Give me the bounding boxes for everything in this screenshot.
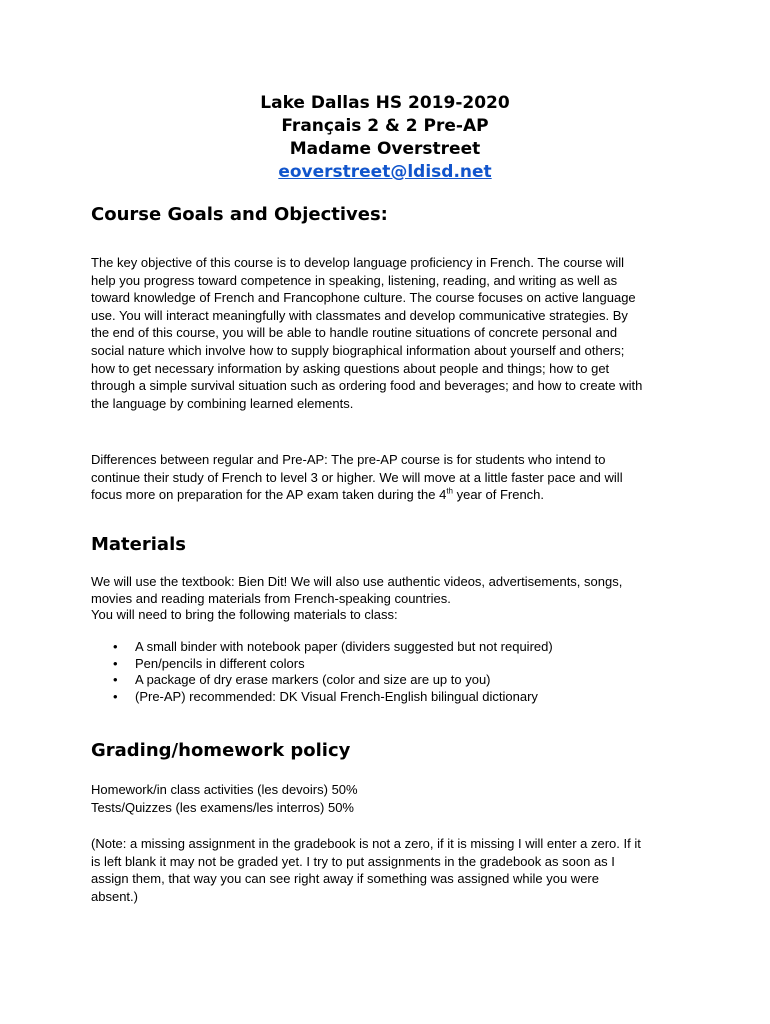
bullet-icon: • bbox=[113, 655, 118, 671]
pre-ap-text: focus more on preparation for the AP exam taken during the 4 bbox=[91, 487, 447, 503]
list-item-text: A small binder with notebook paper (dividers suggested but not required) bbox=[135, 639, 553, 654]
materials-heading: Materials bbox=[91, 534, 186, 555]
grading-line: Homework/in class activities (les devoirs) 50% bbox=[91, 782, 358, 797]
goals-paragraph bbox=[91, 254, 691, 412]
ordinal-suffix: th bbox=[446, 486, 453, 496]
goals-line: the language by combining learned elements. bbox=[91, 395, 354, 411]
school-year-title: Lake Dallas HS 2019-2020 bbox=[260, 93, 510, 113]
bullet-icon: • bbox=[113, 672, 118, 687]
grading-heading: Grading/homework policy bbox=[91, 740, 351, 761]
course-title: Français 2 & 2 Pre-AP bbox=[281, 116, 489, 136]
goals-line: use. You will interact meaningfully with classmates and develop communicative strategies. By bbox=[91, 307, 628, 323]
list-item-text: A package of dry erase markers (color and size are up to you) bbox=[135, 672, 491, 687]
list-item-text: Pen/pencils in different colors bbox=[135, 655, 305, 671]
teacher-email-link[interactable]: eoverstreet@ldisd.net bbox=[278, 162, 492, 182]
materials-list bbox=[91, 639, 553, 705]
grading-note-line: is left blank it may not be graded yet. I try to put assignments in the gradebook as soon as I bbox=[91, 853, 615, 869]
goals-line: The key objective of this course is to develop language proficiency in French. The course will bbox=[91, 255, 625, 270]
materials-intro bbox=[91, 574, 691, 624]
pre-ap-line bbox=[91, 486, 691, 504]
goals-line: through a simple survival situation such as ordering food and beverages; and how to create with bbox=[91, 378, 643, 394]
list-item bbox=[91, 672, 553, 689]
list-item bbox=[91, 639, 553, 656]
grading-note-line: (Note: a missing assignment in the gradebook is not a zero, if it is missing I will enter a zero. If it bbox=[91, 836, 641, 851]
list-item-text: (Pre-AP) recommended: DK Visual French-English bilingual dictionary bbox=[135, 688, 538, 704]
pre-ap-text-end: year of French. bbox=[452, 487, 545, 503]
document-header bbox=[0, 92, 770, 184]
grading-note-line: assign them, that way you can see right away if something was assigned while you were bbox=[91, 871, 599, 887]
pre-ap-paragraph bbox=[91, 451, 691, 504]
bullet-icon: • bbox=[113, 639, 118, 654]
grading-weights bbox=[91, 781, 691, 816]
materials-intro-line: movies and reading materials from French-speaking countries. bbox=[91, 590, 451, 606]
list-item bbox=[91, 656, 553, 673]
goals-line: the end of this course, you will be able to handle routine situations of concrete personal and bbox=[91, 325, 618, 341]
bullet-icon: • bbox=[113, 688, 118, 704]
goals-line: social nature which involve how to supply biographical information about yourself and others; bbox=[91, 342, 625, 358]
grading-note-line: absent.) bbox=[91, 888, 138, 904]
materials-intro-line: You will need to bring the following materials to class: bbox=[91, 607, 398, 622]
list-item bbox=[91, 689, 553, 706]
goals-line: help you progress toward competence in speaking, listening, reading, and writing as well as bbox=[91, 272, 618, 288]
goals-line: how to get necessary information by asking questions about people and things; how to get bbox=[91, 360, 610, 376]
teacher-name: Madame Overstreet bbox=[289, 139, 481, 159]
grading-note bbox=[91, 835, 691, 905]
goals-heading: Course Goals and Objectives: bbox=[91, 204, 388, 225]
pre-ap-line: continue their study of French to level 3 or higher. We will move at a little faster pace and will bbox=[91, 469, 623, 485]
goals-line: toward knowledge of French and Francophone culture. The course focuses on active language bbox=[91, 290, 636, 306]
pre-ap-line: Differences between regular and Pre-AP: The pre-AP course is for students who intend to bbox=[91, 452, 606, 467]
materials-intro-line: We will use the textbook: Bien Dit! We will also use authentic videos, advertisements, songs, bbox=[91, 574, 623, 589]
grading-line: Tests/Quizzes (les examens/les interros) 50% bbox=[91, 799, 354, 815]
